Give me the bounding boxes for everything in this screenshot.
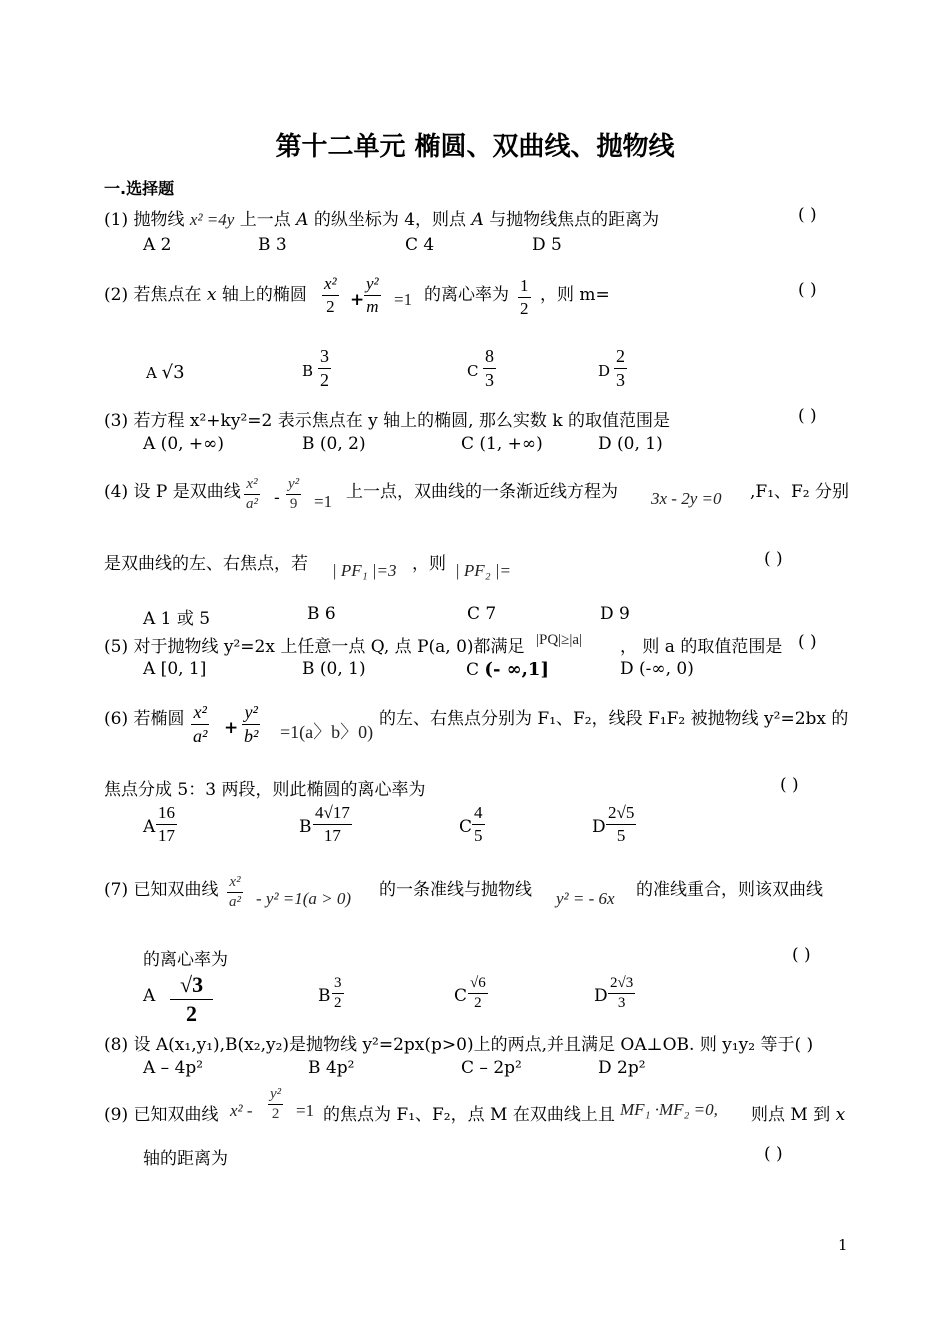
q7-text-3: 的准线重合，则该双曲线 bbox=[636, 880, 823, 900]
q3-answer-blank[interactable]: ( ) bbox=[798, 406, 817, 426]
q8-option-a[interactable]: A – 4p² bbox=[143, 1058, 204, 1078]
q6-option-a-fraction bbox=[156, 803, 177, 846]
question-3: (3) 若方程 x²+ky²=2 表示焦点在 y 轴上的椭圆, 那么实数 k 的取值范围是 bbox=[104, 411, 671, 431]
q4-line2-a: 是双曲线的左、右焦点，若 bbox=[104, 554, 308, 574]
q6-frac1-den: a² bbox=[193, 726, 208, 746]
fraction-bar bbox=[268, 1104, 283, 1105]
q2-option-a-value: √3 bbox=[161, 362, 185, 383]
q2-optd-num: 2 bbox=[616, 346, 625, 366]
q1-option-b[interactable]: B 3 bbox=[258, 235, 287, 255]
q7-option-a-label[interactable]: A bbox=[143, 986, 156, 1006]
q9-x: x bbox=[835, 1105, 846, 1125]
q3-option-b[interactable]: B (0, 2) bbox=[302, 434, 366, 454]
q2-optb-num: 3 bbox=[320, 346, 329, 366]
q6-opta-den: 17 bbox=[158, 826, 175, 845]
q5-option-d[interactable]: D (-∞, 0) bbox=[620, 659, 694, 679]
fraction-bar bbox=[242, 724, 260, 725]
q9-number: (9) bbox=[104, 1105, 129, 1125]
q7-optc-den: 2 bbox=[474, 995, 482, 1011]
q1-text-2: 上一点 bbox=[239, 210, 291, 230]
q1-option-a[interactable]: A 2 bbox=[143, 235, 172, 255]
q1-equation: x² =4y bbox=[189, 210, 235, 229]
q5-text-2: ， 则 a 的取值范围是 bbox=[620, 637, 783, 657]
q7-optd-num: 2√3 bbox=[610, 975, 634, 991]
q5-option-c-label: C bbox=[466, 660, 480, 680]
q1-text-3: 的纵坐标为 4，则点 bbox=[313, 210, 467, 230]
q9-text-3-label: 则点 M 到 bbox=[751, 1105, 831, 1125]
q7-optb-num: 3 bbox=[334, 975, 342, 991]
q6-optb-den: 17 bbox=[323, 826, 341, 845]
q5-option-b[interactable]: B (0, 1) bbox=[302, 659, 366, 679]
q7-option-d-label[interactable]: D bbox=[594, 986, 608, 1006]
fraction-bar bbox=[322, 295, 339, 296]
q2-frac2-num: y² bbox=[366, 274, 379, 293]
q2-frac2-den: m bbox=[366, 297, 379, 316]
q6-plus: + bbox=[224, 718, 239, 738]
fraction-bar bbox=[286, 494, 301, 495]
q6-option-b-fraction bbox=[313, 803, 352, 846]
q7-answer-blank[interactable]: ( ) bbox=[792, 945, 811, 965]
q8-option-c[interactable]: C – 2p² bbox=[461, 1058, 522, 1078]
q6-frac1-num: x² bbox=[193, 702, 207, 722]
fraction-bar bbox=[332, 993, 344, 994]
q7-optb-den: 2 bbox=[334, 995, 342, 1011]
q7-option-b-fraction bbox=[332, 975, 344, 1012]
q7-option-c-fraction bbox=[468, 975, 488, 1012]
q4-ask: | PF₂ |= bbox=[455, 561, 511, 580]
q7-option-a-fraction bbox=[170, 972, 213, 1027]
q2-frac3-den: 2 bbox=[520, 299, 529, 318]
question-8: (8) 设 A(x₁,y₁),B(x₂,y₂)是抛物线 y²=2px(p>0)上的两点,并且满足 OA⊥OB. 则 y₁y₂ 等于( ) bbox=[104, 1035, 814, 1055]
fraction-bar bbox=[156, 824, 177, 825]
q9-equals-one: =1 bbox=[296, 1101, 315, 1120]
q6-text-1: 若椭圆 bbox=[133, 709, 185, 729]
q6-equals: =1(a〉b〉0) bbox=[280, 722, 374, 742]
q7-fraction-x bbox=[227, 874, 243, 911]
page-number: 1 bbox=[838, 1236, 848, 1254]
fraction-bar bbox=[608, 993, 635, 994]
fraction-bar bbox=[614, 368, 627, 369]
q7-optc-num: √6 bbox=[470, 975, 486, 991]
q4-option-b[interactable]: B 6 bbox=[307, 604, 336, 624]
q2-frac1-den: 2 bbox=[326, 297, 335, 316]
q6-option-b-label[interactable]: B bbox=[299, 817, 312, 837]
fraction-bar bbox=[244, 494, 260, 495]
q2-text-2: 轴上的椭圆 bbox=[221, 285, 307, 305]
q9-fraction-y bbox=[268, 1086, 283, 1123]
q7-opta-den: 2 bbox=[186, 1001, 198, 1026]
q7-line2: 的离心率为 bbox=[143, 950, 228, 970]
q4-text-2: 上一点，双曲线的一条渐近线方程为 bbox=[346, 482, 618, 502]
q4-frac1-num: x² bbox=[246, 476, 258, 492]
q5-option-a[interactable]: A [0, 1] bbox=[143, 659, 207, 679]
q7-option-d-fraction bbox=[608, 975, 635, 1012]
q4-text-1: 设 P 是双曲线 bbox=[133, 482, 241, 502]
q7-lead bbox=[104, 875, 219, 900]
q7-option-c-label[interactable]: C bbox=[454, 986, 468, 1006]
q9-text-1: 已知双曲线 bbox=[133, 1105, 219, 1125]
q3-option-a[interactable]: A (0, +∞) bbox=[143, 434, 224, 454]
q2-number: (2) bbox=[104, 285, 129, 305]
q6-option-c-fraction bbox=[472, 803, 485, 846]
q2-fraction-half bbox=[518, 276, 531, 319]
q1-point-a: A bbox=[296, 210, 309, 230]
q7-parabola: y² = - 6x bbox=[556, 889, 615, 908]
q4-frac1-den: a² bbox=[246, 496, 258, 512]
q2-fraction-y bbox=[364, 274, 381, 317]
q4-frac2-den: 9 bbox=[289, 496, 298, 512]
q2-option-d-label[interactable]: D bbox=[598, 362, 611, 380]
section-heading: 一.选择题 bbox=[104, 179, 175, 198]
q6-line2: 焦点分成 5：3 两段，则此椭圆的离心率为 bbox=[104, 780, 426, 800]
q6-optb-num: 4√17 bbox=[315, 803, 350, 822]
q2-equals-one: =1 bbox=[394, 290, 413, 309]
q6-text-2: 的左、右焦点分别为 F₁、F₂，线段 F₁F₂ 被抛物线 y²=2bx 的 bbox=[379, 709, 849, 729]
fraction-bar bbox=[472, 824, 485, 825]
q2-optc-den: 3 bbox=[485, 370, 494, 390]
page-title: 第十二单元 椭圆、双曲线、抛物线 bbox=[275, 132, 675, 162]
q5-option-c[interactable] bbox=[466, 659, 549, 680]
q1-text-1: 抛物线 bbox=[133, 210, 185, 230]
q2-text-4: ，则 m= bbox=[540, 285, 610, 305]
q2-option-a[interactable] bbox=[146, 362, 185, 383]
q5-condition: |PQ|≥|a| bbox=[536, 632, 583, 648]
q1-text-4: 与抛物线焦点的距离为 bbox=[489, 210, 660, 230]
q7-text-1: 已知双曲线 bbox=[133, 880, 219, 900]
q4-line2-b: ，则 bbox=[412, 554, 446, 574]
q9-text-2: 的焦点为 F₁、F₂，点 M 在双曲线上且 bbox=[323, 1105, 615, 1125]
fraction-bar bbox=[606, 824, 636, 825]
q2-option-a-label: A bbox=[146, 364, 157, 382]
q9-text-3 bbox=[751, 1100, 845, 1125]
q4-asymptote: 3x - 2y =0 bbox=[651, 489, 722, 508]
q4-fraction-y bbox=[286, 476, 301, 513]
q2-lead bbox=[104, 280, 307, 305]
fraction-bar bbox=[318, 368, 331, 369]
q4-lead bbox=[104, 477, 241, 502]
q2-text-3: 的离心率为 bbox=[424, 285, 509, 305]
q5-answer-blank[interactable]: ( ) bbox=[798, 632, 817, 652]
q6-optd-den: 5 bbox=[616, 826, 626, 845]
q2-plus: + bbox=[350, 290, 365, 310]
q6-frac2-num: y² bbox=[244, 702, 258, 722]
q9-lhs: x² - bbox=[230, 1101, 253, 1120]
q4-minus: - bbox=[274, 488, 280, 508]
q4-text-3: ,F₁、F₂ 分别 bbox=[750, 482, 850, 502]
q7-opta-num: √3 bbox=[180, 972, 204, 997]
fraction-bar bbox=[170, 999, 213, 1000]
q2-x: x bbox=[206, 285, 217, 305]
q6-fraction-y bbox=[242, 702, 260, 747]
fraction-bar bbox=[518, 297, 531, 298]
q2-optd-den: 3 bbox=[616, 370, 625, 390]
q9-lead bbox=[104, 1100, 219, 1125]
q6-option-c-label[interactable]: C bbox=[459, 817, 473, 837]
q3-option-d[interactable]: D (0, 1) bbox=[598, 434, 663, 454]
q4-option-d[interactable]: D 9 bbox=[600, 604, 630, 624]
q6-optd-num: 2√5 bbox=[608, 803, 635, 822]
q6-fraction-x bbox=[191, 702, 209, 747]
q9-answer-blank[interactable]: ( ) bbox=[764, 1144, 783, 1164]
q7-frac1-den: a² bbox=[229, 894, 241, 910]
fraction-bar bbox=[468, 993, 488, 994]
q2-fraction-x bbox=[322, 274, 339, 317]
q4-number: (4) bbox=[104, 482, 129, 502]
q6-lead bbox=[104, 704, 185, 729]
q2-text-1: 若焦点在 bbox=[133, 285, 202, 305]
q9-dot-product: MF₁ ·MF₂ =0, bbox=[620, 1100, 718, 1119]
q5-option-c-value: (- ∞,1] bbox=[484, 659, 549, 680]
q1-option-d[interactable]: D 5 bbox=[532, 235, 562, 255]
q1-answer-blank[interactable]: ( ) bbox=[798, 205, 817, 225]
q2-option-c-fraction bbox=[483, 346, 496, 391]
q7-equation-rest: - y² =1(a > 0) bbox=[256, 889, 352, 908]
q6-number: (6) bbox=[104, 709, 129, 729]
q6-optc-den: 5 bbox=[474, 826, 483, 845]
question-1 bbox=[104, 205, 659, 230]
q2-option-b-fraction bbox=[318, 346, 331, 391]
fraction-bar bbox=[483, 368, 496, 369]
fraction-bar bbox=[313, 824, 352, 825]
q6-option-a-label[interactable]: A bbox=[143, 817, 156, 837]
q4-frac2-num: y² bbox=[288, 476, 300, 492]
q5-text-1: (5) 对于抛物线 y²=2x 上任意一点 Q, 点 P(a, 0)都满足 bbox=[104, 637, 525, 657]
q8-option-d[interactable]: D 2p² bbox=[598, 1058, 646, 1078]
q2-frac3-num: 1 bbox=[520, 276, 529, 295]
q7-frac1-num: x² bbox=[229, 874, 241, 890]
q6-option-d-fraction bbox=[606, 803, 636, 846]
q4-equals-one: =1 bbox=[314, 492, 333, 511]
q4-answer-blank[interactable]: ( ) bbox=[764, 549, 783, 569]
q6-optc-num: 4 bbox=[474, 803, 483, 822]
q2-answer-blank[interactable]: ( ) bbox=[798, 280, 817, 300]
q2-frac1-num: x² bbox=[324, 274, 337, 293]
q7-number: (7) bbox=[104, 880, 129, 900]
fraction-bar bbox=[227, 892, 243, 893]
q6-frac2-den: b² bbox=[244, 726, 259, 746]
q2-option-c-label[interactable]: C bbox=[467, 362, 479, 380]
q9-line2: 轴的距离为 bbox=[143, 1149, 228, 1169]
q2-option-d-fraction bbox=[614, 346, 627, 391]
q4-option-a[interactable]: A 1 或 5 bbox=[143, 609, 211, 629]
q9-frac-den: 2 bbox=[271, 1106, 280, 1122]
q4-option-c[interactable]: C 7 bbox=[467, 604, 497, 624]
q4-condition: | PF₁ |=3 bbox=[332, 561, 397, 580]
q7-option-b-label[interactable]: B bbox=[318, 986, 331, 1006]
q4-fraction-x bbox=[244, 476, 260, 513]
q7-optd-den: 3 bbox=[617, 995, 626, 1011]
q1-option-c[interactable]: C 4 bbox=[405, 235, 435, 255]
q2-optb-den: 2 bbox=[320, 370, 329, 390]
fraction-bar bbox=[364, 295, 381, 296]
q7-text-2: 的一条准线与抛物线 bbox=[379, 880, 532, 900]
q1-number: (1) bbox=[104, 210, 129, 230]
q6-answer-blank[interactable]: ( ) bbox=[780, 775, 799, 795]
q2-optc-num: 8 bbox=[485, 346, 494, 366]
q6-option-d-label[interactable]: D bbox=[592, 817, 606, 837]
q3-option-c[interactable]: C (1, +∞) bbox=[461, 434, 543, 454]
q6-opta-num: 16 bbox=[158, 803, 175, 822]
q1-point-a-2: A bbox=[471, 210, 484, 230]
q2-option-b-label[interactable]: B bbox=[302, 362, 314, 380]
q8-option-b[interactable]: B 4p² bbox=[308, 1058, 355, 1078]
q9-frac-num: y² bbox=[270, 1086, 282, 1102]
fraction-bar bbox=[191, 724, 209, 725]
